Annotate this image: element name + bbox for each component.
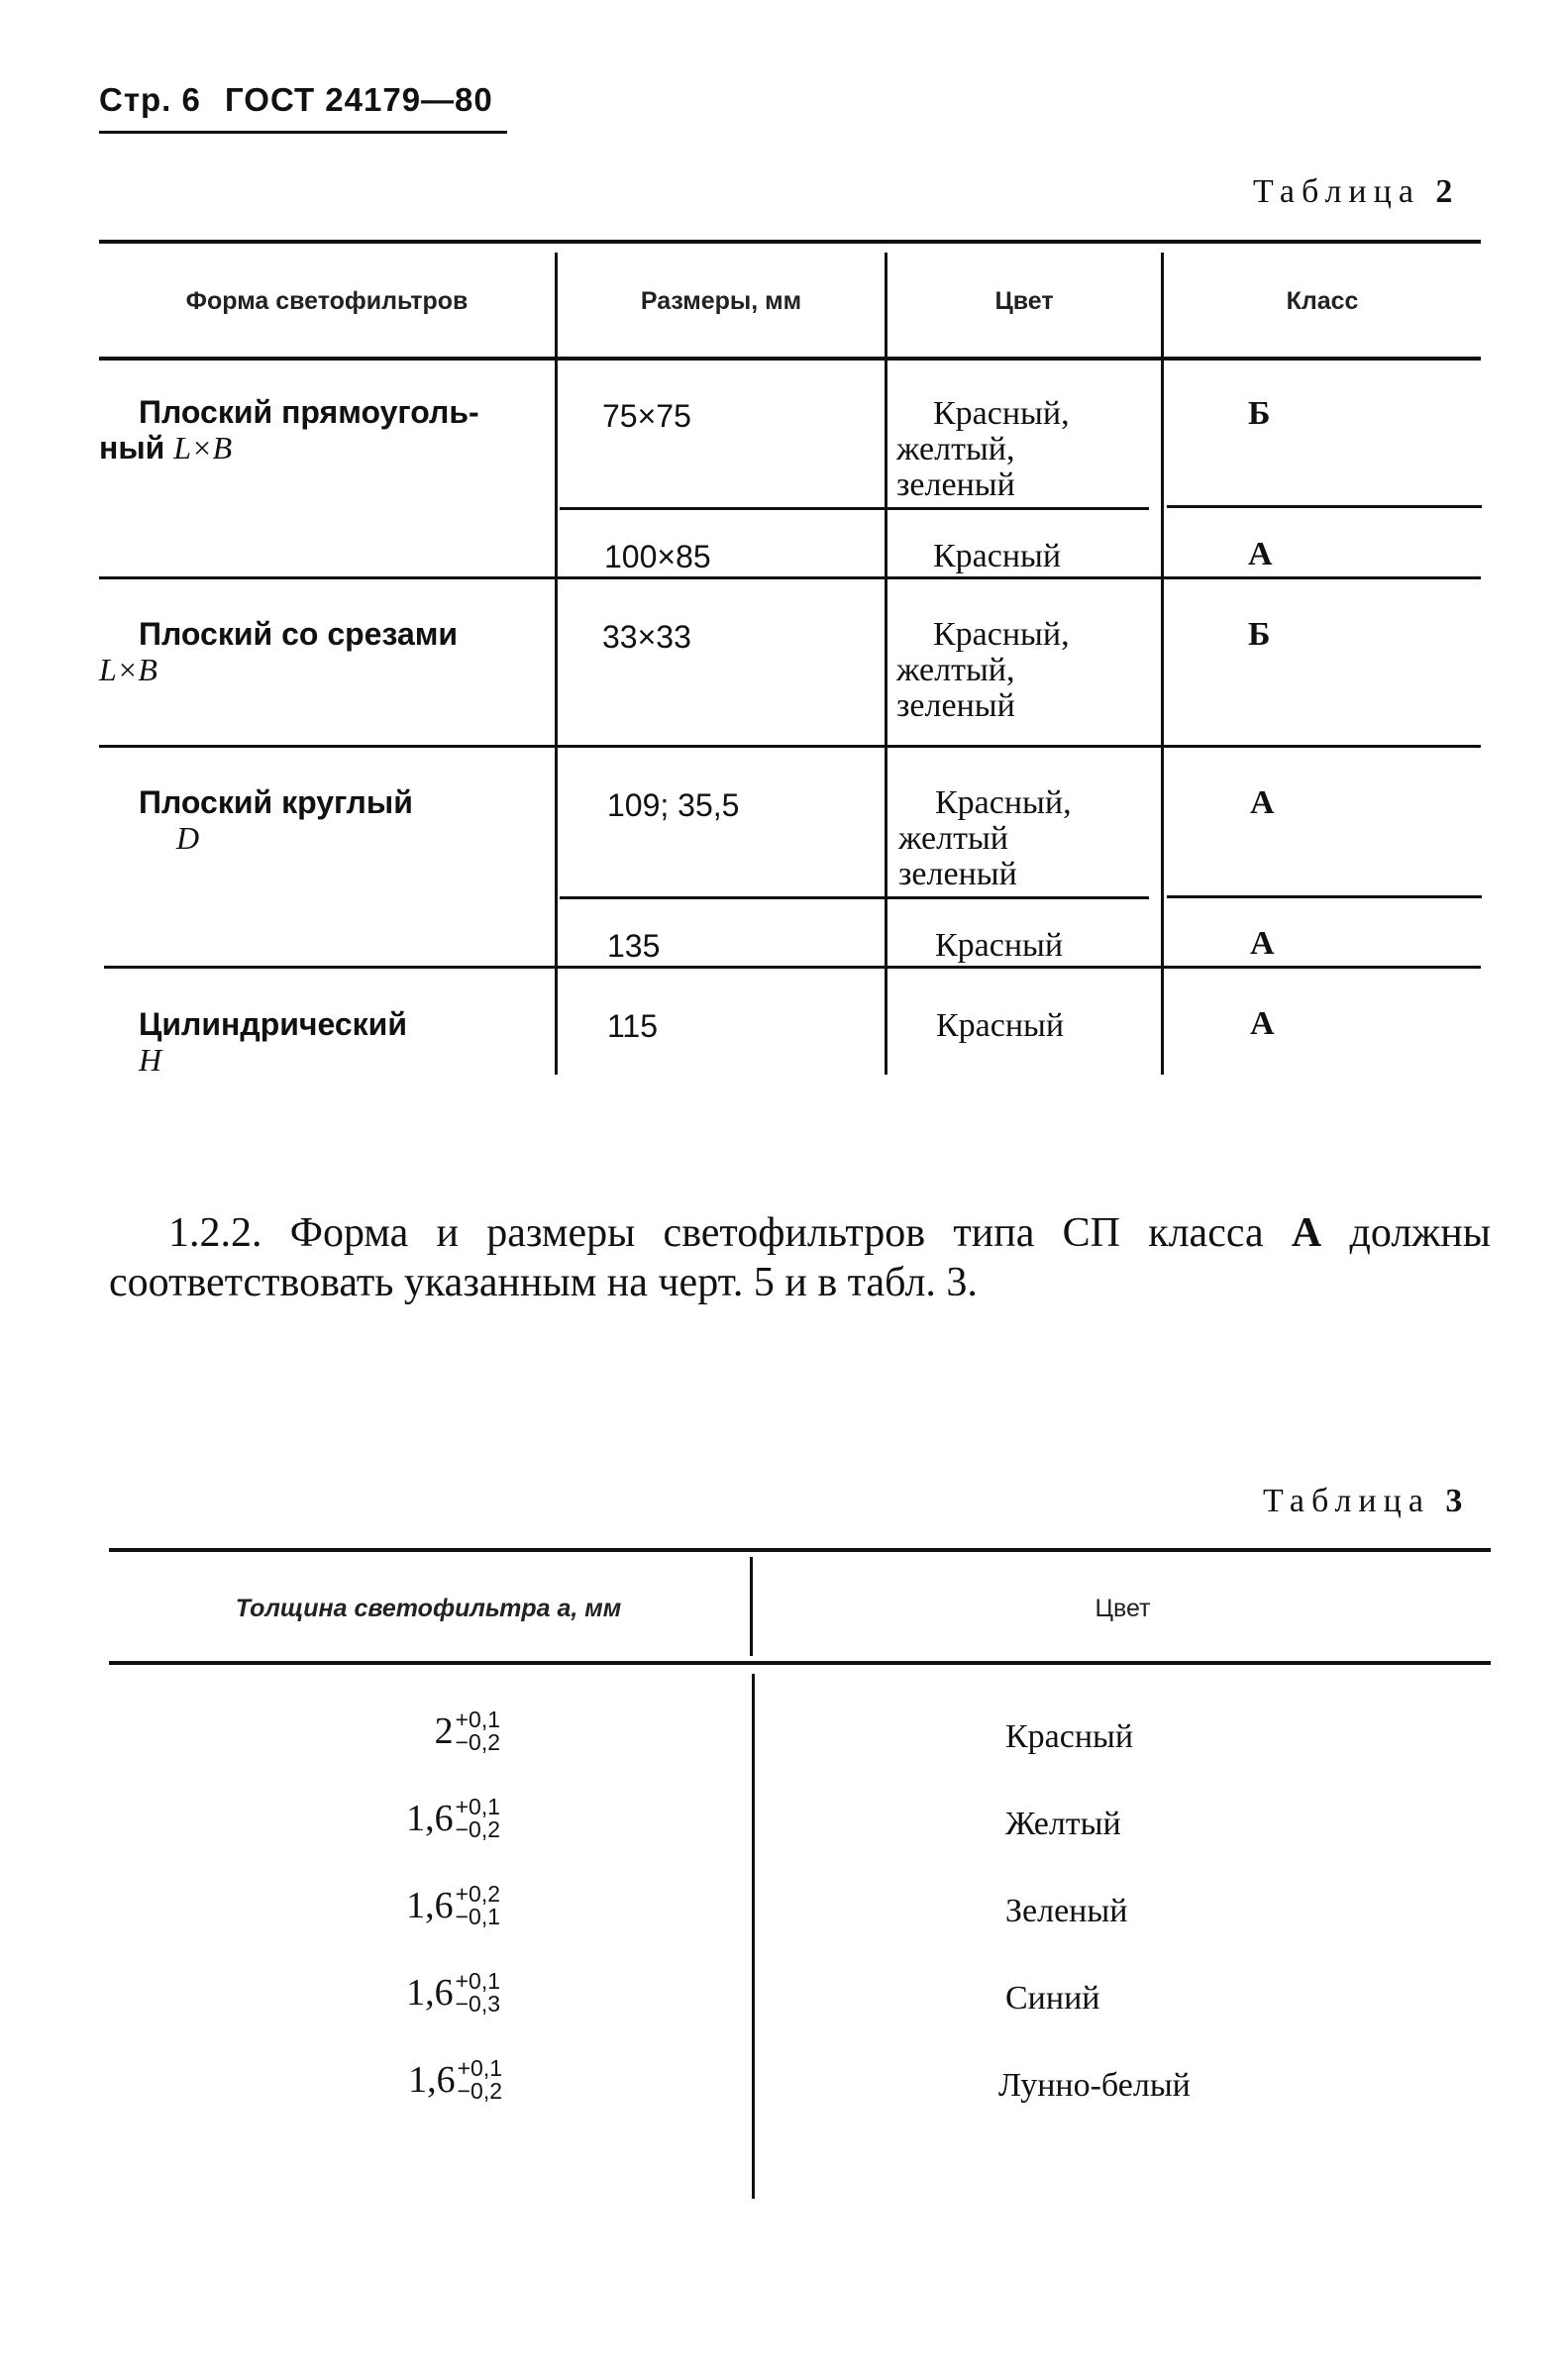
page-header: [99, 81, 507, 134]
table2-header-class: Класс: [1286, 287, 1359, 315]
table2-header-color: Цвет: [994, 287, 1054, 315]
table2-class-5: А: [1250, 925, 1275, 962]
table2-color-1: [896, 396, 1070, 503]
table2-color-1-b: желтый,: [896, 431, 1015, 467]
table2-size-6: 115: [607, 1008, 659, 1044]
table2-color-2: Красный: [933, 538, 1062, 574]
table3-nominal-3: 1,6: [406, 1885, 454, 1926]
table2-shape-4-line1: Цилиндрический: [139, 1006, 408, 1042]
table2-size-3: 33×33: [602, 619, 691, 655]
table2-size-5: 135: [607, 928, 661, 964]
table2-shape-1-var: L×B: [173, 430, 233, 466]
table2-group-rule-3: [104, 966, 1481, 969]
table2-col-divider-2: [885, 253, 887, 1075]
table2-class-6: А: [1250, 1005, 1275, 1042]
table3-col-divider: [752, 1674, 755, 2199]
table2-class-4: А: [1250, 784, 1275, 821]
paragraph-text: 1.2.2. Форма и размеры светофильтров типа СП класса: [168, 1210, 1264, 1256]
table2-class-1: Б: [1248, 395, 1271, 432]
table2-shape-2-var: L×B: [99, 652, 157, 687]
table3-header-color: Цвет: [1095, 1595, 1151, 1622]
table2-shape-4: [99, 1006, 545, 1078]
table3-tolerance-3: [456, 1883, 500, 1928]
table2-shape-1-line1: Плоский прямоуголь-: [139, 394, 479, 430]
table2-col-divider-1: [555, 253, 558, 1075]
table3-color-2: Желтый: [1005, 1806, 1121, 1842]
table3-thickness-2: [253, 1796, 500, 1841]
table2-shape-2-line1: Плоский со срезами: [139, 616, 459, 652]
table2-color-4: [898, 785, 1072, 892]
paragraph-text-2: должны соответствовать указанным на черт. 5 и в табл. 3.: [109, 1210, 1492, 1305]
table3-nominal-1: 2: [434, 1710, 454, 1752]
page-number: Стр. 6: [99, 81, 201, 118]
table3-nominal-5: 1,6: [408, 2059, 456, 2101]
table2-color-1-a: Красный,: [933, 395, 1070, 432]
table3-tolerance-2: [456, 1796, 500, 1841]
table3-color-3: Зеленый: [1005, 1893, 1128, 1929]
table3-caption-word: Таблица: [1263, 1483, 1430, 1519]
paragraph-bold-class: А: [1291, 1210, 1322, 1256]
table2-shape-4-var: H: [139, 1042, 162, 1078]
table2-color-3-b: желтый,: [896, 652, 1015, 688]
table3-thickness-1: [253, 1708, 500, 1754]
table3-upper-2: +0,1: [455, 1794, 500, 1819]
table2-shape-1-line2: ный: [99, 430, 165, 466]
table3-tolerance-4: [456, 1970, 500, 2016]
table2-subrule-2b: [1167, 895, 1482, 898]
table3-nominal-4: 1,6: [406, 1972, 454, 2014]
table2-subrule-1: [560, 507, 1149, 510]
paragraph-1-2-2: [109, 1208, 1491, 1307]
table2-color-4-a: Красный,: [935, 784, 1072, 821]
table3-color-1: Красный: [1005, 1718, 1134, 1755]
table2-color-1-c: зеленый: [896, 466, 1015, 503]
table2-shape-3-line1: Плоский круглый: [139, 784, 413, 820]
table2-size-4: 109; 35,5: [607, 787, 740, 823]
table2-color-5: Красный: [935, 927, 1064, 964]
table2-color-4-c: зеленый: [898, 856, 1017, 892]
table2-color-3-c: зеленый: [896, 687, 1015, 724]
table3-header-divider: [750, 1557, 753, 1656]
table3-header-thickness: Толщина светофильтра a, мм: [235, 1595, 622, 1622]
table2-shape-2: [99, 616, 545, 687]
table2-shape-3: [99, 784, 545, 856]
table3-color-5: Лунно-белый: [998, 2067, 1191, 2104]
table2-header-shape: Форма светофильтров: [185, 287, 469, 315]
table3-color-4: Синий: [1005, 1980, 1100, 2017]
table2-caption: [1253, 173, 1459, 211]
table3-lower-2: −0,2: [455, 1816, 500, 1842]
table2-caption-word: Таблица: [1253, 173, 1420, 210]
table2-class-3: Б: [1248, 616, 1271, 653]
table2-color-4-b: желтый: [898, 820, 1008, 857]
table3-upper-1: +0,1: [455, 1707, 500, 1732]
table3-top-rule: [109, 1548, 1491, 1552]
table2-subrule-1b: [1167, 505, 1482, 508]
standard-number: ГОСТ 24179—80: [225, 81, 493, 118]
table3-nominal-2: 1,6: [406, 1798, 454, 1839]
table2-group-rule-2: [99, 745, 1481, 748]
table2-header-rule: [99, 357, 1481, 361]
table2-col-divider-3: [1161, 253, 1164, 1075]
table2-color-3: [896, 617, 1070, 724]
table3-caption: [1263, 1483, 1469, 1520]
table3-lower-5: −0,2: [457, 2078, 502, 2104]
table2-color-6: Красный: [936, 1007, 1065, 1044]
table3-tolerance-1: [456, 1708, 500, 1754]
table3-tolerance-5: [458, 2057, 502, 2103]
table3-caption-number: 3: [1445, 1483, 1470, 1519]
table3-upper-4: +0,1: [455, 1968, 500, 1994]
table2-subrule-2: [560, 896, 1149, 899]
table2-top-rule: [99, 240, 1481, 244]
table3-upper-3: +0,2: [455, 1881, 500, 1907]
table2-header-size: Размеры, мм: [640, 287, 802, 315]
table2-shape-1: [99, 394, 545, 466]
table2-size-2: 100×85: [604, 539, 711, 574]
table3-thickness-4: [253, 1970, 500, 2016]
table2-group-rule-1: [99, 576, 1481, 579]
table3-thickness-3: [253, 1883, 500, 1928]
table2-color-3-a: Красный,: [933, 616, 1070, 653]
table2-caption-number: 2: [1435, 173, 1460, 210]
table3-header-rule: [109, 1661, 1491, 1665]
table3-lower-1: −0,2: [455, 1729, 500, 1755]
table3-lower-4: −0,3: [455, 1991, 500, 2017]
table3-upper-5: +0,1: [457, 2055, 502, 2081]
table3-lower-3: −0,1: [455, 1904, 500, 1929]
table2-class-2: А: [1248, 536, 1273, 572]
table3-thickness-5: [255, 2057, 502, 2103]
table2-shape-3-var: D: [176, 820, 200, 856]
table2-size-1: 75×75: [602, 398, 691, 434]
